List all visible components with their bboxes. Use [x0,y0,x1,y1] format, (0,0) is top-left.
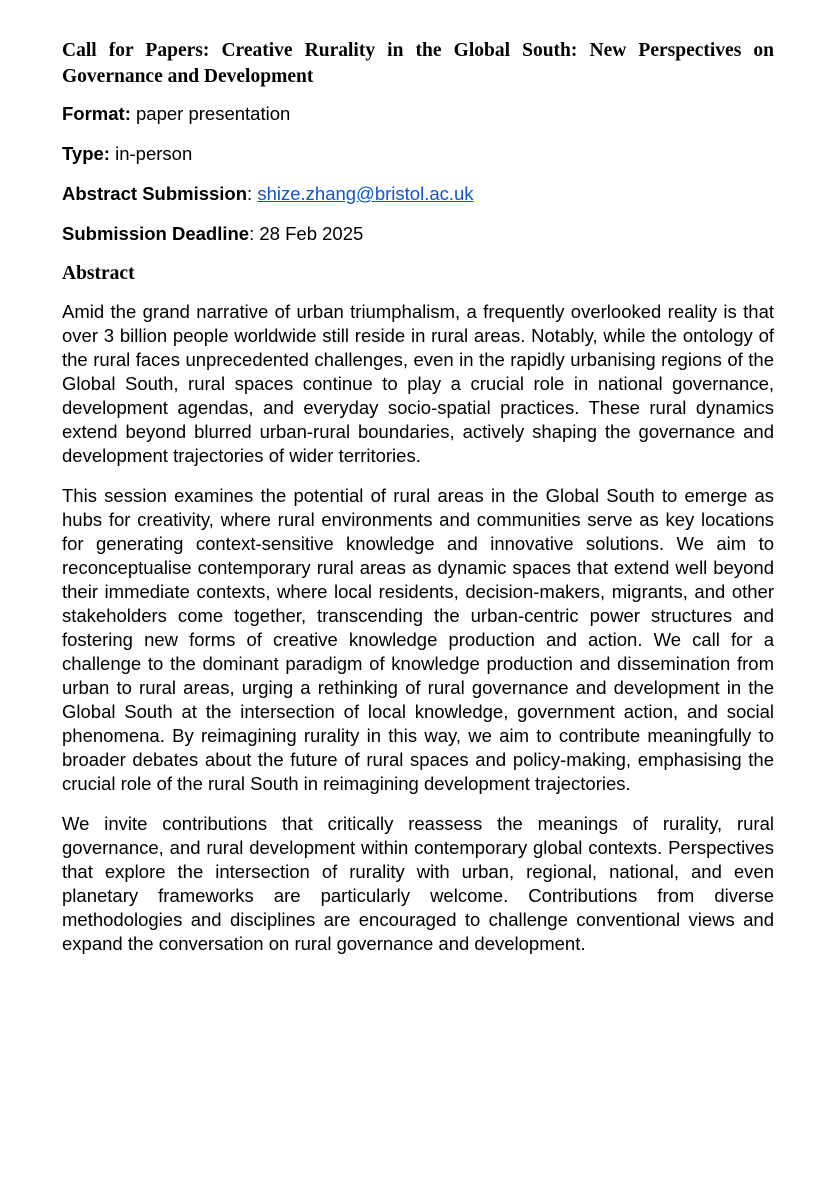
abstract-paragraph-3: We invite contributions that critically reassess the meanings of rurality, rural governance, and rural development within contemporary global contexts. Perspectives that explore the intersection of rurality with urban, regional, national, and even planetary frameworks are particularly welcome. Contributions from diverse methodologies and disciplines are encouraged to challenge conventional views and expand the conversation on rural governance and development. [62,813,774,954]
type-label: Type: [62,143,110,164]
deadline-label: Submission Deadline [62,223,250,244]
document-page [62,38,774,972]
abstract-paragraph-2: This session examines the potential of rural areas in the Global South to emerge as hubs for creativity, where rural environments and communities serve as key locations for generating context-sensitive knowledge and innovative solutions. We aim to reconceptualise contemporary rural areas as dynamic spaces that extend well beyond their immediate contexts, where local residents, decision-makers, migrants, and other stakeholders come together, transcending the urban-centric power structures and fostering new forms of creative knowledge production and action. We call for a challenge to the dominant paradigm of knowledge production and dissemination from urban to rural areas, urging a rethinking of rural governance and development in the Global South at the intersection of local knowledge, government action, and social phenomena. By reimagining rurality in this way, we aim to contribute meaningfully to broader debates about the future of rural spaces and policy-making, emphasising the crucial role of the rural South in reimagining development trajectories. [62,485,774,794]
submission-colon: : [247,183,258,204]
format-value: paper presentation [136,103,291,124]
format-label: Format: [62,103,131,124]
deadline-line [62,222,774,246]
submission-email-link[interactable]: shize.zhang@bristol.ac.uk [257,183,474,204]
abstract-heading: Abstract [62,263,135,284]
deadline-colon: : [249,223,260,244]
submission-line [62,182,774,206]
type-value: in-person [115,143,193,164]
type-line [62,142,774,166]
submission-label: Abstract Submission [62,183,248,204]
format-line [62,102,774,126]
deadline-value: 28 Feb 2025 [259,223,364,244]
document-title: Call for Papers: Creative Rurality in the Global South: New Perspectives on Governance and Development [62,40,774,87]
abstract-paragraph-1: Amid the grand narrative of urban triumphalism, a frequently overlooked reality is that over 3 billion people worldwide still reside in rural areas. Notably, while the ontology of the rural faces unprecedented challenges, even in the rapidly urbanising regions of the Global South, rural spaces continue to play a crucial role in national governance, development agendas, and everyday socio-spatial practices. These rural dynamics extend beyond blurred urban-rural boundaries, actively shaping the governance and development trajectories of wider territories. [62,301,774,466]
